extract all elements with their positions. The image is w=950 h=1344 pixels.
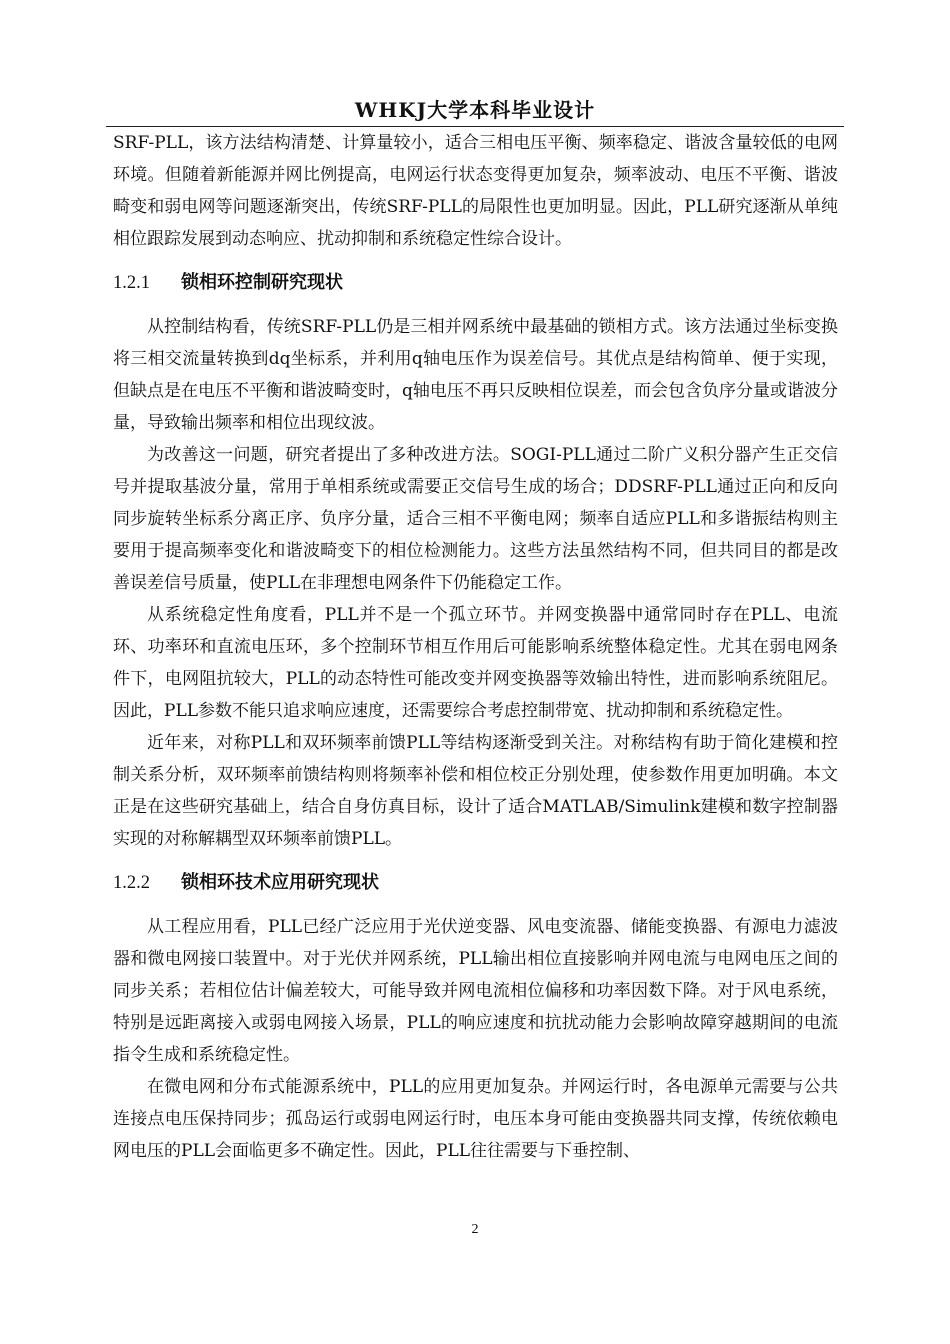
page-header-title: WHKJ大学本科毕业设计 [354,98,596,122]
paragraph: 从系统稳定性角度看，PLL并不是一个孤立环节。并网变换器中通常同时存在PLL、电流环、功率环和直流电压环，多个控制环节相互作用后可能影响系统整体稳定性。尤其在弱电网条件下，电网阻抗较大，PLL的动态特性可能改变并网变换器等效输出特性，进而影响系统阻尼。因此，PLL参数不能只追求响应速度，还需要综合考虑控制带宽、扰动抑制和系统稳定性。 [113,605,838,721]
paragraph: 为改善这一问题，研究者提出了多种改进方法。SOGI-PLL通过二阶广义积分器产生正交信号并提取基波分量，常用于单相系统或需要正交信号生成的场合；DDSRF-PLL通过正向和反向同步旋转坐标系分离正序、负序分量，适合三相不平衡电网；频率自适应PLL和多谐振结构则主要用于提高频率变化和谐波畸变下的相位检测能力。这些方法虽然结构不同，但共同目的都是改善误差信号质量，使PLL在非理想电网条件下仍能稳定工作。 [113,445,838,593]
section-number: 1.2.2 [113,873,150,893]
page-number: 2 [471,1222,479,1237]
intro-paragraph: SRF-PLL，该方法结构清楚、计算量较小，适合三相电压平衡、频率稳定、谐波含量较低的电网环境。但随着新能源并网比例提高，电网运行状态变得更加复杂，频率波动、电压不平衡、谐波畸变和弱电网等问题逐渐突出，传统SRF-PLL的局限性也更加明显。因此，PLL研究逐渐从单纯相位跟踪发展到动态响应、扰动抑制和系统稳定性综合设计。 [113,133,838,249]
section-heading-1-2-2 [113,855,838,911]
section-number: 1.2.1 [113,273,150,293]
paragraph: 在微电网和分布式能源系统中，PLL的应用更加复杂。并网运行时，各电源单元需要与公共连接点电压保持同步；孤岛运行或弱电网运行时，电压本身可能由变换器共同支撑，传统依赖电网电压的PLL会面临更多不确定性。因此，PLL往往需要与下垂控制、 [113,1077,838,1161]
paragraph: 从控制结构看，传统SRF-PLL仍是三相并网系统中最基础的锁相方式。该方法通过坐标变换将三相交流量转换到dq坐标系，并利用q轴电压作为误差信号。其优点是结构简单、便于实现，但缺点是在电压不平衡和谐波畸变时，q轴电压不再只反映相位误差，而会包含负序分量或谐波分量，导致输出频率和相位出现纹波。 [113,317,838,433]
section-title: 锁相环控制研究现状 [181,272,343,293]
page-body [113,127,838,1167]
paragraph: 从工程应用看，PLL已经广泛应用于光伏逆变器、风电变流器、储能变换器、有源电力滤波器和微电网接口装置中。对于光伏并网系统，PLL输出相位直接影响并网电流与电网电压之间的同步关系；若相位估计偏差较大，可能导致并网电流相位偏移和功率因数下降。对于风电系统，特别是远距离接入或弱电网接入场景，PLL的响应速度和抗扰动能力会影响故障穿越期间的电流指令生成和系统稳定性。 [113,917,838,1065]
paragraph: 近年来，对称PLL和双环频率前馈PLL等结构逐渐受到关注。对称结构有助于简化建模和控制关系分析，双环频率前馈结构则将频率补偿和相位校正分别处理，使参数作用更加明确。本文正是在这些研究基础上，结合自身仿真目标，设计了适合MATLAB/Simulink建模和数字控制器实现的对称解耦型双环频率前馈PLL。 [113,733,838,849]
section-title: 锁相环技术应用研究现状 [181,872,379,893]
section-heading-1-2-1 [113,255,838,311]
